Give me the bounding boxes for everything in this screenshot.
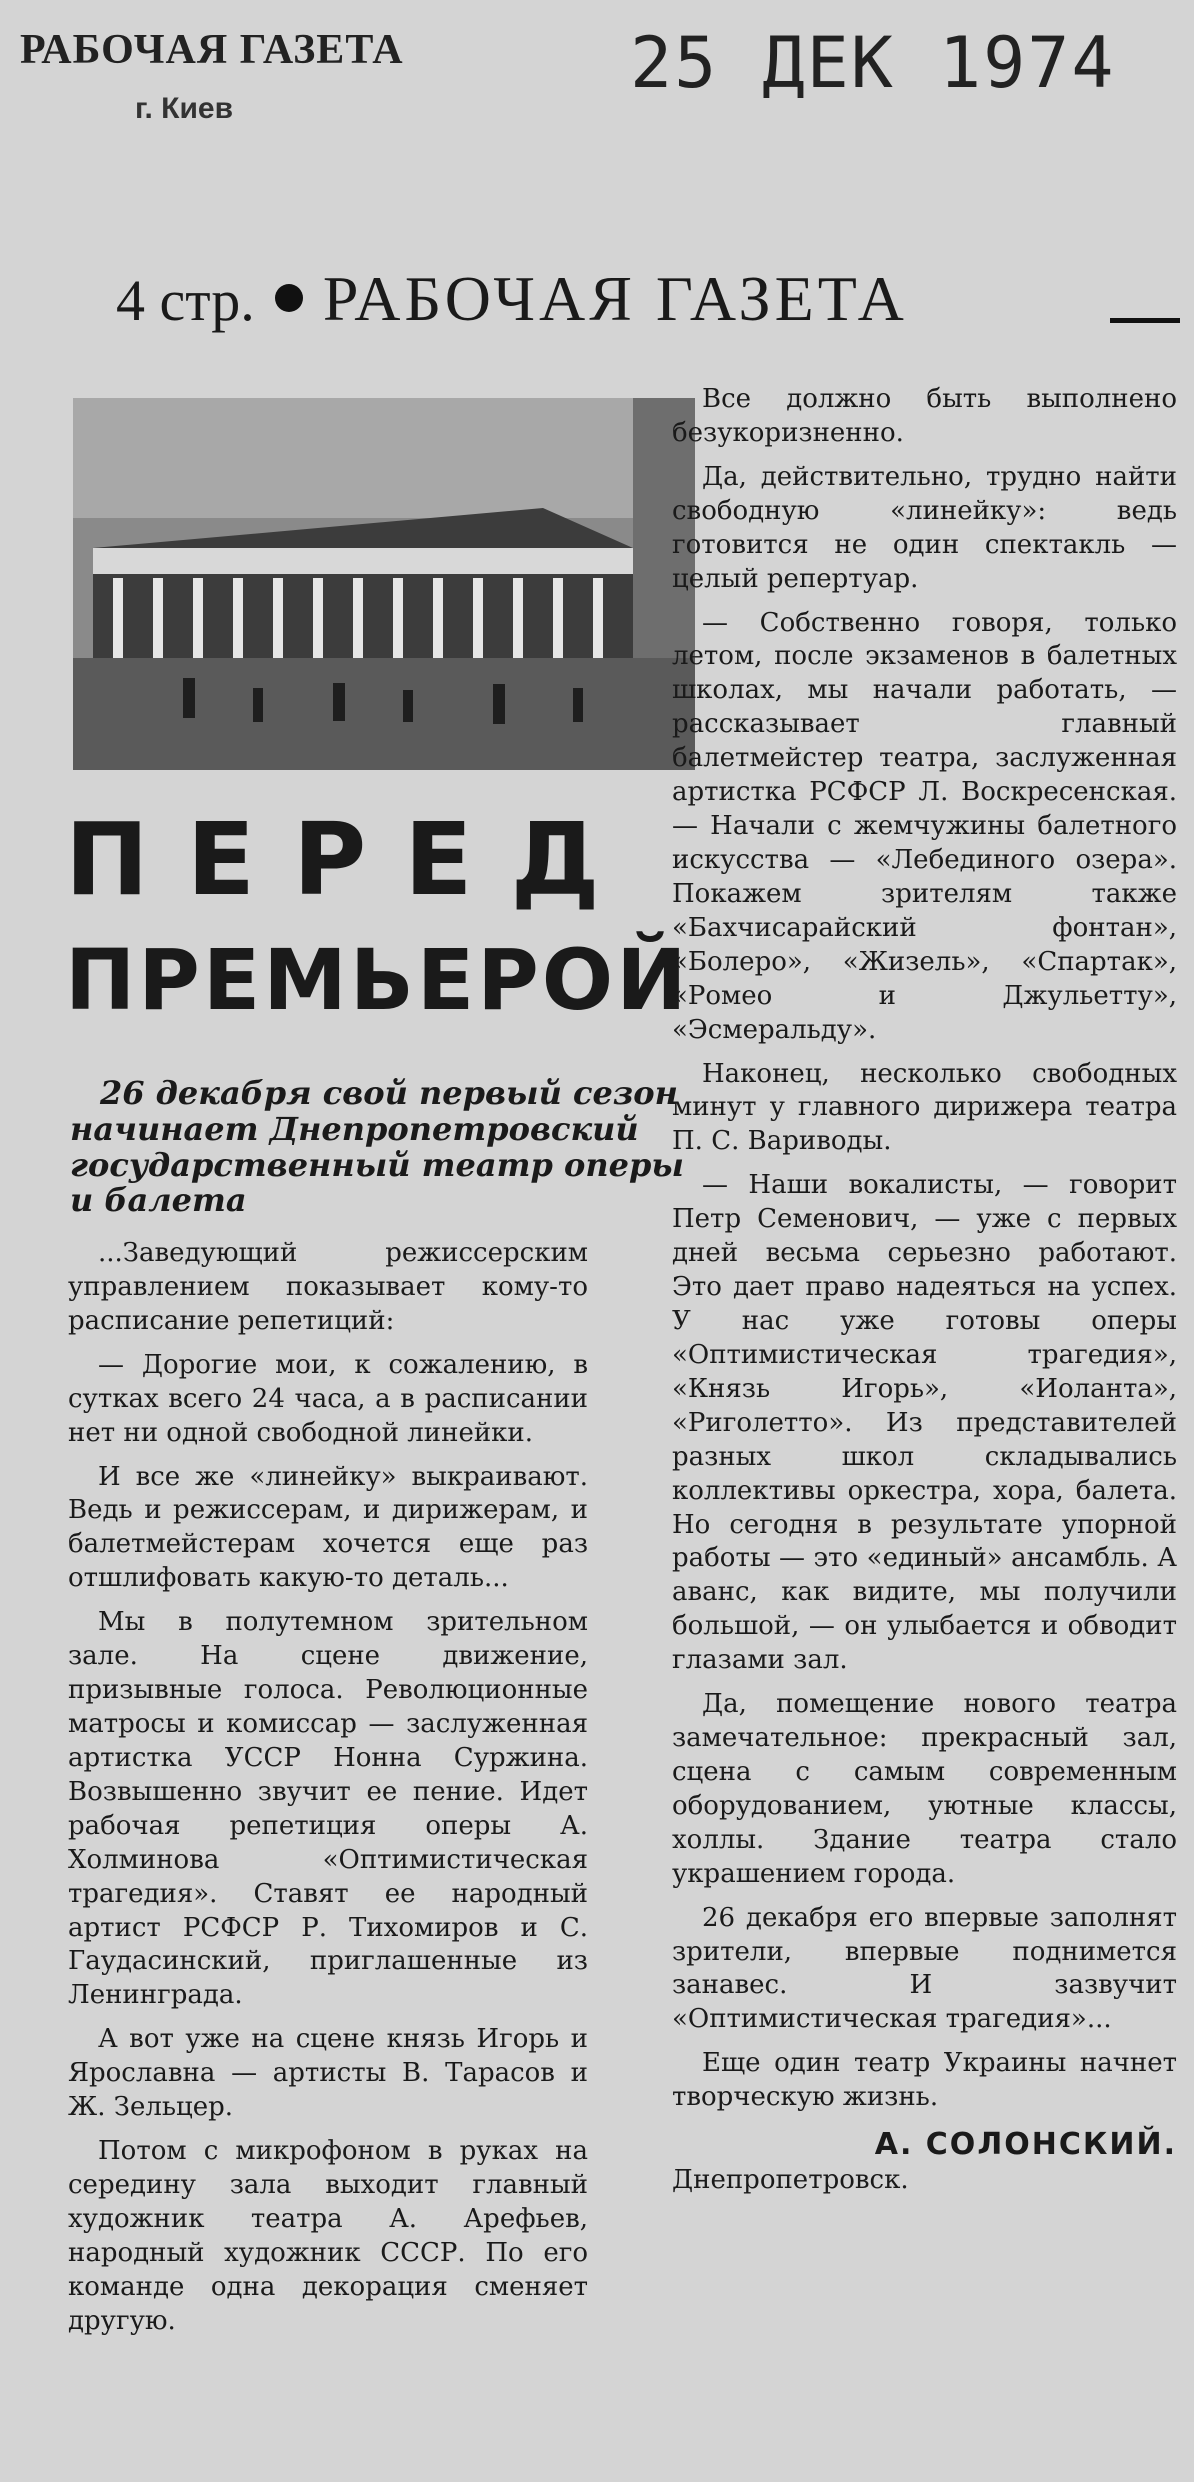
paragraph: Наконец, несколько свободных минут у главного дирижера театра П. С. Вариводы. (672, 1058, 1177, 1157)
paragraph: Потом с микрофоном в руках на середину зала выходит главный художник театра А. Арефьев, народный художник СССР. По его команде одна декорация сменяет другую. (68, 2136, 588, 2336)
paragraph: И все же «линейку» выкраивают. Ведь и режиссерам, и дирижерам, и балетмейстерам хочется еще раз отшлифовать какую-то деталь... (68, 1461, 588, 1594)
paragraph: 26 декабря его впервые заполнят зрители, впервые поднимется занавес. И зазвучит «Оптимистическая трагедия»... (672, 1902, 1177, 2035)
headline-line-2: ПРЕМЬЕРОЙ (65, 931, 690, 1029)
masthead (116, 262, 908, 336)
paragraph: — Собственно говоря, только летом, после экзаменов в балетных школах, мы начали работать, — рассказывает главный балетмейстер театра, заслуженная артистка РСФСР Л. Воскресенская. — Начали с жемчужины балетного искусства — «Лебединого озера». Покажем зрителям также «Бахчисарайский фонтан», «Болеро», «Жизель», «Спартак», «Ромео и Джульетту», «Эсмеральду». (672, 607, 1177, 1045)
bullet-icon (275, 284, 303, 312)
source-stamp: РАБОЧАЯ ГАЗЕТА (20, 27, 404, 73)
paragraph: — Наши вокалисты, — говорит Петр Семенович, — уже с первых дней весьма серьезно работают. Это дает право надеяться на успех. У нас уже готовы оперы «Оптимистическая трагедия», «Князь Игорь», «Иоланта», «Риголетто». Из представителей разных школ складывались коллективы оркестра, хора, балета. Но сегодня в результате упорной работы — это «единый» ансамбль. А аванс, как видите, мы получили большой, — он улыбается и обводит глазами зал. (672, 1170, 1177, 1676)
paragraph: Мы в полутемном зрительном зале. На сцене движение, призывные голоса. Революционные матросы и комиссар — заслуженная артистка УССР Нонна Суржина. Возвышенно звучит ее пение. Идет рабочая репетиция оперы А. Холминова «Оптимистическая трагедия». Ставят ее народный артист РСФСР Р. Тихомиров и С. Гаудасинский, приглашенные из Ленинграда. (68, 1607, 588, 2011)
page-number: 4 стр. (116, 268, 255, 333)
lead-paragraph: 26 декабря свой первый сезон начинает Днепропетровский государственный театр оперы и балета (70, 1074, 684, 1220)
headline-line-1: ПЕРЕД (65, 801, 638, 918)
paragraph: Еще один театр Украины начнет творческую жизнь. (672, 2048, 1177, 2113)
author-signature: А. СОЛОНСКИЙ. (874, 2127, 1177, 2163)
newspaper-name: РАБОЧАЯ ГАЗЕТА (322, 263, 908, 334)
paragraph: Все должно быть выполнено безукоризненно. (672, 384, 1177, 448)
paragraph: ...Заведующий режиссерским управлением показывает кому-то расписание репетиций: (68, 1238, 588, 1336)
paragraph: А вот уже на сцене князь Игорь и Ярославна — артисты В. Тарасов и Ж. Зельцер. (68, 2024, 588, 2123)
masthead-rule (1110, 318, 1180, 323)
date-stamp: 25 ДЕК 1974 (630, 22, 1116, 104)
paragraph: — Дорогие мои, к сожалению, в сутках всего 24 часа, а в расписании нет ни одной свободной линейки. (68, 1349, 588, 1448)
theatre-building-icon (73, 398, 695, 770)
headline (65, 801, 705, 1029)
right-column (672, 383, 1177, 2208)
left-column (68, 1237, 588, 2349)
theatre-building-photo (73, 398, 695, 770)
paragraph: Да, помещение нового театра замечательное: прекрасный зал, сцена с самым современным оборудованием, уютные классы, холлы. Здание театра стало украшением города. (672, 1689, 1177, 1889)
dateline-place: Днепропетровск. (672, 2165, 909, 2196)
paragraph: Да, действительно, трудно найти свободную «линейку»: ведь готовится не один спектакль — целый репертуар. (672, 461, 1177, 594)
city-stamp: г. Киев (135, 92, 234, 125)
